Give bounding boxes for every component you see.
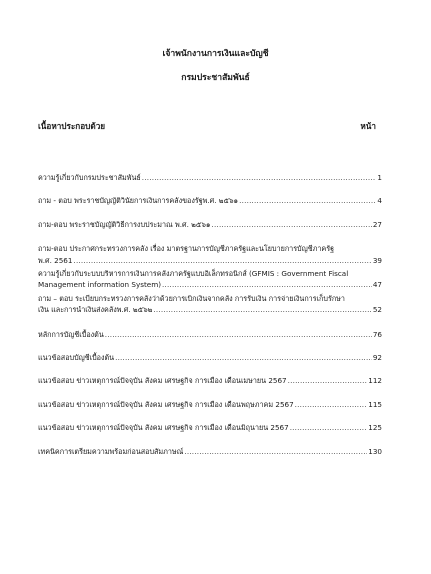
dot-leader bbox=[295, 399, 368, 410]
toc-entry-title-line: แนวข้อสอบ ข่าวเหตุการณ์ปัจจุบัน สังคม เศรษฐกิจ การเมือง เดือนเมษายน 2567 bbox=[38, 376, 287, 386]
toc-page-number: 130 bbox=[368, 446, 382, 456]
toc-entry-title-line: Management information System) bbox=[38, 280, 162, 290]
toc-entry-title-line: เงิน และการนำเงินส่งคลังพ.ศ. ๒๕๖๒ bbox=[38, 305, 153, 315]
dot-leader bbox=[73, 255, 371, 266]
toc-entry[interactable] bbox=[38, 329, 382, 340]
toc-page-number: 52 bbox=[372, 305, 382, 315]
toc-entry[interactable] bbox=[38, 219, 382, 230]
toc-entry-title-line: ความรู้เกี่ยวกับระบบบริหารการเงินการคลังภาครัฐแบบอิเล็กทรอนิกส์ (GFMIS : Government Fiscal bbox=[38, 269, 349, 279]
toc-page-number: 1 bbox=[377, 173, 382, 182]
toc-page-number: 39 bbox=[372, 255, 382, 265]
document-subtitle: กรมประชาสัมพันธ์ bbox=[181, 73, 250, 83]
toc-page-number: 115 bbox=[368, 399, 382, 409]
toc-entry-title-line: ความรู้เกี่ยวกับกรมประชาสัมพันธ์ bbox=[38, 173, 141, 182]
toc-contents-label: เนื้อหาประกอบด้วย bbox=[38, 121, 106, 131]
toc-entry[interactable] bbox=[38, 375, 382, 386]
toc-entry-title-line: แนวข้อสอบ ข่าวเหตุการณ์ปัจจุบัน สังคม เศรษฐกิจ การเมือง เดือนพฤษภาคม 2567 bbox=[38, 399, 294, 409]
dot-leader bbox=[115, 352, 372, 363]
toc-page-number: 4 bbox=[377, 196, 382, 206]
toc-entry[interactable] bbox=[38, 293, 382, 316]
dot-leader bbox=[162, 279, 372, 290]
dot-leader bbox=[105, 329, 372, 340]
toc-entry-title-line: ถาม-ตอบ ประกาศกระทรวงการคลัง เรื่อง มาตรฐานการบัญชีภาครัฐและนโยบายการบัญชีภาครัฐ bbox=[38, 244, 335, 254]
toc-page-label: หน้า bbox=[360, 121, 376, 131]
dot-leader bbox=[290, 422, 368, 433]
toc-entry-title-line: พ.ศ. 2561 bbox=[38, 255, 73, 265]
toc-entry[interactable] bbox=[38, 422, 382, 433]
toc-page-number: 47 bbox=[372, 280, 382, 290]
toc-entry-title-line: ถาม-ตอบ พระราชบัญญัติวิธีการงบประมาณ พ.ศ. ๒๕๖๑ bbox=[38, 219, 211, 229]
toc-entry[interactable] bbox=[38, 195, 382, 206]
toc-entry-title-line: แนวข้อสอบ ข่าวเหตุการณ์ปัจจุบัน สังคม เศรษฐกิจ การเมือง เดือนมิถุนายน 2567 bbox=[38, 423, 289, 433]
toc-entry-title-line: เทคนิคการเตรียมความพร้อมก่อนสอบสัมภาษณ์ bbox=[38, 446, 184, 456]
dot-leader bbox=[211, 219, 371, 230]
toc-page-number: 125 bbox=[368, 423, 382, 433]
toc-entry-title-line: ถาม - ตอบ พระราชบัญญัติวินัยการเงินการคลังของรัฐพ.ศ. ๒๕๖๑ bbox=[38, 196, 239, 206]
dot-leader bbox=[239, 195, 376, 206]
table-of-contents bbox=[38, 160, 382, 457]
document-title: เจ้าพนักงานการเงินและบัญชี bbox=[162, 49, 269, 59]
toc-page-number: 27 bbox=[372, 219, 382, 229]
toc-header bbox=[38, 120, 376, 133]
toc-page-number: 112 bbox=[368, 376, 382, 386]
toc-entry-title-line: แนวข้อสอบบัญชีเบื้องต้น bbox=[38, 353, 115, 363]
dot-leader bbox=[153, 304, 371, 315]
dot-leader bbox=[288, 375, 368, 386]
dot-leader bbox=[142, 172, 377, 183]
toc-entry[interactable] bbox=[38, 172, 382, 183]
toc-entry-title-line: หลักการบัญชีเบื้องต้น bbox=[38, 329, 104, 339]
toc-page-number: 76 bbox=[372, 329, 382, 339]
dot-leader bbox=[184, 446, 367, 457]
toc-entry-title-line: ถาม – ตอบ ระเบียบกระทรวงการคลังว่าด้วยการเบิกเงินจากคลัง การรับเงิน การจ่ายเงินการเก็บรักษา bbox=[38, 293, 345, 303]
toc-entry[interactable] bbox=[38, 243, 382, 266]
toc-entry[interactable] bbox=[38, 352, 382, 363]
toc-entry[interactable] bbox=[38, 446, 382, 457]
toc-entry[interactable] bbox=[38, 268, 382, 291]
toc-entry[interactable] bbox=[38, 399, 382, 410]
toc-page-number: 92 bbox=[372, 353, 382, 363]
